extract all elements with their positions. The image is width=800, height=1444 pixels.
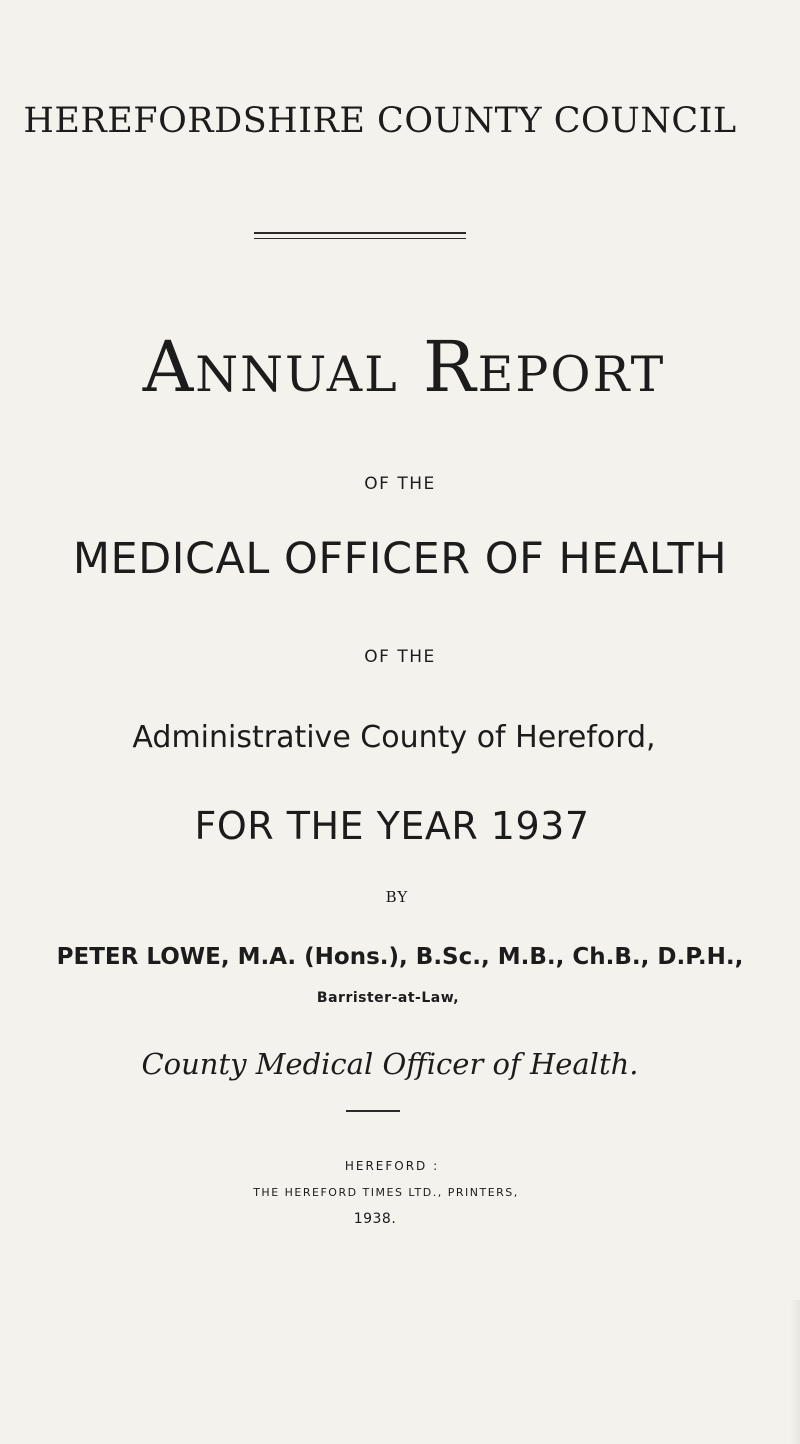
- of-the-text-1: OF THE: [364, 474, 436, 494]
- imprint-place: HEREFORD :: [344, 1159, 440, 1173]
- page-edge-shadow: [790, 1300, 800, 1444]
- author-qualification: Barrister-at-Law,: [316, 990, 460, 1006]
- imprint-printer: THE HEREFORD TIMES LTD., PRINTERS,: [253, 1186, 519, 1199]
- report-title: Annual Report: [142, 326, 666, 408]
- county-name: Administrative County of Hereford,: [132, 720, 656, 755]
- imprint-year: 1938.: [353, 1211, 397, 1227]
- council-name: HEREFORDSHIRE COUNTY COUNCIL: [23, 101, 737, 141]
- author-name: PETER LOWE, M.A. (Hons.), B.Sc., M.B., Ch.B., D.P.H.,: [56, 944, 744, 970]
- short-rule-divider: [346, 1110, 400, 1112]
- double-rule-divider: [254, 232, 466, 239]
- by-text: BY: [385, 888, 409, 906]
- author-role: County Medical Officer of Health.: [141, 1047, 639, 1081]
- of-the-text-2: OF THE: [364, 647, 436, 667]
- officer-title: MEDICAL OFFICER OF HEALTH: [72, 534, 728, 584]
- report-year: FOR THE YEAR 1937: [194, 804, 590, 848]
